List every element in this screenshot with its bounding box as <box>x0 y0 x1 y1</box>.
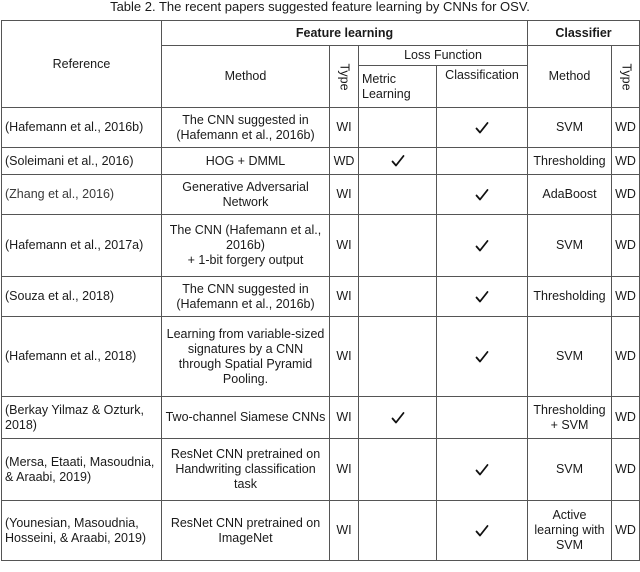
osv-table <box>1 20 640 561</box>
cell-metric <box>359 317 437 397</box>
cell-type: WI <box>330 108 359 148</box>
header-classifier: Classifier <box>528 21 640 46</box>
caption-label: Table 2 <box>110 0 152 14</box>
table-caption <box>0 0 640 20</box>
checkmark-icon <box>475 239 489 253</box>
cell-reference: (Berkay Yilmaz & Ozturk, 2018) <box>2 397 162 439</box>
cell-reference: (Soleimani et al., 2016) <box>2 148 162 175</box>
cell-classifier-type: WD <box>612 397 640 439</box>
cell-reference: (Hafemann et al., 2017a) <box>2 215 162 277</box>
cell-reference: (Souza et al., 2018) <box>2 277 162 317</box>
cell-classifier-type: WD <box>612 277 640 317</box>
cell-classifier-type: WD <box>612 439 640 501</box>
checkmark-icon <box>475 463 489 477</box>
cell-method: Two-channel Siamese CNNs <box>162 397 330 439</box>
cell-type: WD <box>330 148 359 175</box>
cell-reference: (Younesian, Masoudnia, Hosseini, & Araabi, 2019) <box>2 501 162 561</box>
cell-classification <box>437 108 528 148</box>
cell-classifier-type: WD <box>612 108 640 148</box>
cell-method: HOG + DMML <box>162 148 330 175</box>
cell-type: WI <box>330 439 359 501</box>
cell-classifier-type: WD <box>612 501 640 561</box>
table-row <box>2 215 640 277</box>
header-loss-function: Loss Function <box>359 46 528 66</box>
cell-type: WI <box>330 501 359 561</box>
cell-classification <box>437 148 528 175</box>
cell-metric <box>359 215 437 277</box>
checkmark-icon <box>475 290 489 304</box>
cell-classifier-method: Thresholding <box>528 148 612 175</box>
cell-classifier-method: SVM <box>528 439 612 501</box>
checkmark-icon <box>475 121 489 135</box>
cell-type: WI <box>330 317 359 397</box>
cell-method: Learning from variable-sized signatures by a CNN through Spatial Pyramid Pooling. <box>162 317 330 397</box>
cell-classifier-method: SVM <box>528 215 612 277</box>
checkmark-icon <box>391 154 405 168</box>
header-type <box>330 46 359 108</box>
header-row-1 <box>2 21 640 46</box>
cell-classification <box>437 501 528 561</box>
cell-reference: (Hafemann et al., 2018) <box>2 317 162 397</box>
cell-metric <box>359 108 437 148</box>
header-reference: Reference <box>2 21 162 108</box>
cell-classifier-type: WD <box>612 175 640 215</box>
cell-method: ResNet CNN pretrained on ImageNet <box>162 501 330 561</box>
cell-type: WI <box>330 175 359 215</box>
cell-metric <box>359 175 437 215</box>
cell-type: WI <box>330 215 359 277</box>
table-row <box>2 397 640 439</box>
cell-classification <box>437 397 528 439</box>
cell-classifier-method: Thresholding <box>528 277 612 317</box>
cell-type: WI <box>330 397 359 439</box>
cell-method: Generative Adversarial Network <box>162 175 330 215</box>
header-classifier-method: Method <box>528 46 612 108</box>
checkmark-icon <box>475 188 489 202</box>
cell-classification <box>437 215 528 277</box>
cell-reference: (Zhang et al., 2016) <box>2 175 162 215</box>
cell-classification <box>437 277 528 317</box>
caption-text: . The recent papers suggested feature learning by CNNs for OSV. <box>151 0 530 14</box>
checkmark-icon <box>475 350 489 364</box>
cell-classification <box>437 175 528 215</box>
cell-classifier-method: SVM <box>528 317 612 397</box>
cell-metric <box>359 148 437 175</box>
cell-metric <box>359 501 437 561</box>
cell-metric <box>359 397 437 439</box>
header-type-label: Type <box>337 62 352 91</box>
cell-classifier-method: SVM <box>528 108 612 148</box>
cell-metric <box>359 277 437 317</box>
cell-method: The CNN (Hafemann et al., 2016b) + 1-bit forgery output <box>162 215 330 277</box>
header-metric-learning: Metric Learning <box>359 66 437 108</box>
cell-method: ResNet CNN pretrained on Handwriting classification task <box>162 439 330 501</box>
header-classifier-type <box>612 46 640 108</box>
cell-classifier-method: Thresholding + SVM <box>528 397 612 439</box>
cell-reference: (Hafemann et al., 2016b) <box>2 108 162 148</box>
cell-method: The CNN suggested in (Hafemann et al., 2016b) <box>162 108 330 148</box>
header-classification: Classification <box>437 66 528 108</box>
cell-method: The CNN suggested in (Hafemann et al., 2016b) <box>162 277 330 317</box>
table-body <box>2 108 640 561</box>
header-method: Method <box>162 46 330 108</box>
header-feature-learning: Feature learning <box>162 21 528 46</box>
cell-classifier-type: WD <box>612 215 640 277</box>
cell-classification <box>437 317 528 397</box>
table-row <box>2 501 640 561</box>
cell-classifier-type: WD <box>612 148 640 175</box>
cell-type: WI <box>330 277 359 317</box>
cell-classification <box>437 439 528 501</box>
cell-classifier-method: Active learning with SVM <box>528 501 612 561</box>
cell-metric <box>359 439 437 501</box>
table-row <box>2 108 640 148</box>
cell-reference: (Mersa, Etaati, Masoudnia, & Araabi, 2019) <box>2 439 162 501</box>
checkmark-icon <box>475 524 489 538</box>
table-row <box>2 277 640 317</box>
table-row <box>2 175 640 215</box>
table-row <box>2 439 640 501</box>
checkmark-icon <box>391 411 405 425</box>
cell-classifier-method: AdaBoost <box>528 175 612 215</box>
cell-classifier-type: WD <box>612 317 640 397</box>
header-classifier-type-label: Type <box>619 62 633 91</box>
table-row <box>2 148 640 175</box>
table-row <box>2 317 640 397</box>
